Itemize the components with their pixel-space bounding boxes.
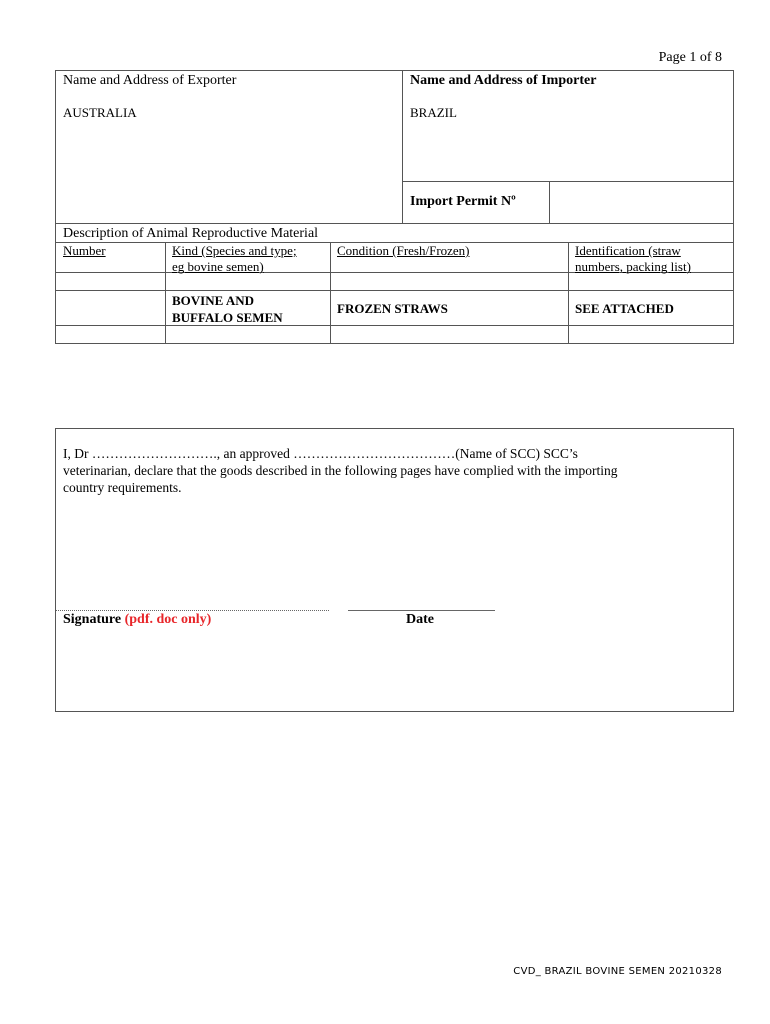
description-title: Description of Animal Reproductive Material [63, 226, 319, 241]
column-header-line: eg bovine semen) [172, 259, 264, 274]
date-line[interactable] [348, 610, 495, 611]
column-header-line: Condition (Fresh/Frozen) [337, 243, 470, 258]
row-kind-line: BUFFALO SEMEN [172, 310, 283, 325]
signature-note: (pdf. doc only) [124, 612, 212, 627]
column-header-line: Identification (straw [575, 243, 681, 258]
row-condition: FROZEN STRAWS [337, 301, 448, 316]
table-rule [330, 242, 331, 343]
exporter-cell [56, 71, 403, 224]
table-rule [56, 325, 734, 326]
import-permit-label: Import Permit Nº [410, 194, 516, 209]
column-header-condition [337, 243, 470, 259]
date-label: Date [406, 612, 434, 627]
column-header-number [63, 243, 106, 259]
exporter-importer-table [55, 70, 734, 224]
exporter-value: AUSTRALIA [63, 105, 137, 120]
row-kind-line: BOVINE AND [172, 293, 254, 308]
column-header-identification [575, 243, 691, 275]
row-identification: SEE ATTACHED [575, 301, 674, 316]
declaration-line: veterinarian, declare that the goods described in the following pages have complied with the importing [63, 463, 618, 478]
table-rule [56, 290, 734, 291]
column-header-line: numbers, packing list) [575, 259, 691, 274]
column-header-line: Number [63, 243, 106, 258]
table-rule [165, 242, 166, 343]
page-number: Page 1 of 8 [658, 50, 722, 65]
import-permit-label-cell [403, 182, 550, 224]
declaration-text [63, 445, 723, 496]
importer-cell [403, 71, 734, 182]
signature-line[interactable] [56, 610, 329, 611]
declaration-line: country requirements. [63, 480, 182, 495]
importer-heading: Name and Address of Importer [410, 73, 597, 88]
import-permit-value-cell [550, 182, 734, 224]
column-header-kind [172, 243, 297, 275]
table-rule [568, 242, 569, 343]
exporter-heading: Name and Address of Exporter [63, 73, 237, 88]
declaration-line: I, Dr ………………………., an approved ………………………………(Name of SCC) SCC’s [63, 446, 578, 461]
signature-label [63, 612, 211, 628]
column-header-line: Kind (Species and type; [172, 243, 297, 258]
veterinarian-declaration [55, 428, 734, 712]
document-footer: CVD_ BRAZIL BOVINE SEMEN 20210328 [513, 966, 722, 977]
signature-label-text: Signature [63, 612, 122, 627]
importer-value: BRAZIL [410, 105, 457, 120]
row-kind [172, 292, 283, 326]
reproductive-material-table [55, 224, 734, 344]
